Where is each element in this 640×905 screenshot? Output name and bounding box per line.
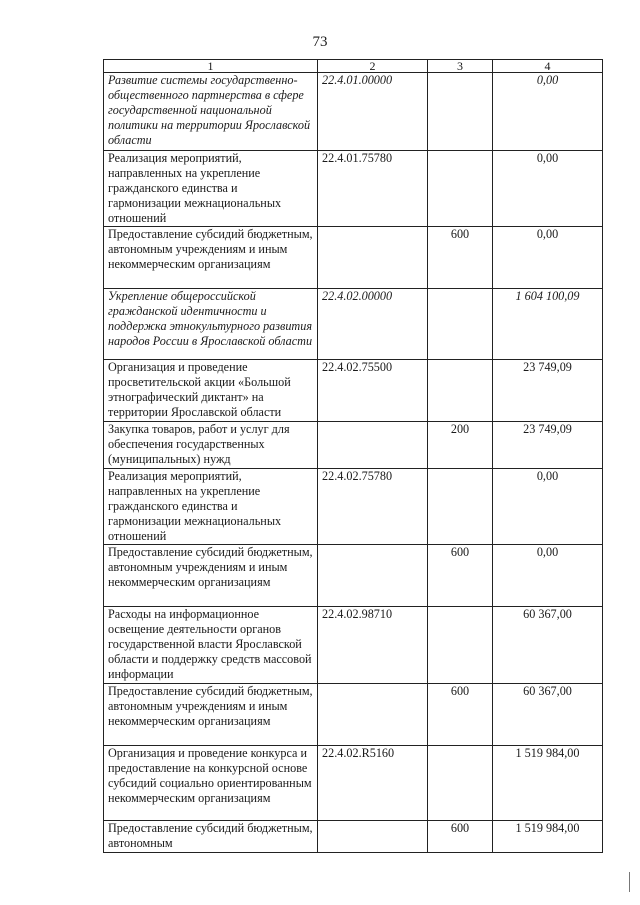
row-name: Укрепление общероссийской гражданской идентичности и поддержка этнокультурного развития народов России в Ярославской области	[104, 289, 318, 360]
row-code: 22.4.01.00000	[318, 73, 428, 151]
row-expense-type: 600	[428, 821, 493, 853]
row-code	[318, 227, 428, 289]
row-amount: 0,00	[493, 227, 603, 289]
budget-table	[103, 59, 603, 853]
row-name: Предоставление субсидий бюджетным, автономным учреждениям и иным некоммерческим организациям	[104, 684, 318, 746]
row-amount: 60 367,00	[493, 607, 603, 684]
page-number: 73	[312, 34, 328, 50]
table-row	[104, 151, 603, 227]
row-expense-type	[428, 73, 493, 151]
table-row	[104, 360, 603, 422]
row-name: Закупка товаров, работ и услуг для обеспечения государственных (муниципальных) нужд	[104, 422, 318, 469]
row-amount: 23 749,09	[493, 360, 603, 422]
row-name: Предоставление субсидий бюджетным, автономным учреждениям и иным некоммерческим организациям	[104, 545, 318, 607]
row-expense-type: 600	[428, 227, 493, 289]
row-amount: 0,00	[493, 73, 603, 151]
row-expense-type	[428, 746, 493, 821]
row-amount: 23 749,09	[493, 422, 603, 469]
row-code: 22.4.02.75500	[318, 360, 428, 422]
row-amount: 1 519 984,00	[493, 746, 603, 821]
row-amount: 0,00	[493, 151, 603, 227]
row-expense-type	[428, 469, 493, 545]
table-row	[104, 227, 603, 289]
header-cell-type: 3	[428, 60, 493, 73]
header-cell-code: 2	[318, 60, 428, 73]
row-name: Предоставление субсидий бюджетным, автономным	[104, 821, 318, 853]
row-code: 22.4.02.98710	[318, 607, 428, 684]
row-code: 22.4.02.00000	[318, 289, 428, 360]
row-code	[318, 422, 428, 469]
row-name: Развитие системы государственно-общественного партнерства в сфере государственной национальной политики на территории Ярославской области	[104, 73, 318, 151]
table-row	[104, 746, 603, 821]
row-amount: 0,00	[493, 545, 603, 607]
row-code	[318, 684, 428, 746]
row-amount: 60 367,00	[493, 684, 603, 746]
row-code: 22.4.01.75780	[318, 151, 428, 227]
row-expense-type	[428, 607, 493, 684]
row-amount: 0,00	[493, 469, 603, 545]
header-cell-name: 1	[104, 60, 318, 73]
row-expense-type: 600	[428, 684, 493, 746]
header-cell-amount: 4	[493, 60, 603, 73]
row-name: Предоставление субсидий бюджетным, автономным учреждениям и иным некоммерческим организациям	[104, 227, 318, 289]
row-expense-type	[428, 360, 493, 422]
table-row	[104, 821, 603, 853]
table-row	[104, 469, 603, 545]
row-expense-type	[428, 289, 493, 360]
row-code	[318, 821, 428, 853]
table-header-row	[104, 60, 603, 73]
table-row	[104, 607, 603, 684]
row-name: Реализация мероприятий, направленных на укрепление гражданского единства и гармонизации межнациональных отношений	[104, 469, 318, 545]
row-expense-type: 200	[428, 422, 493, 469]
row-code: 22.4.02.75780	[318, 469, 428, 545]
table-row	[104, 73, 603, 151]
row-expense-type	[428, 151, 493, 227]
row-amount: 1 519 984,00	[493, 821, 603, 853]
row-name: Организация и проведение просветительской акции «Большой этнографический диктант» на территории Ярославской области	[104, 360, 318, 422]
row-name: Реализация мероприятий, направленных на укрепление гражданского единства и гармонизации межнациональных отношений	[104, 151, 318, 227]
row-code	[318, 545, 428, 607]
row-expense-type: 600	[428, 545, 493, 607]
row-name: Расходы на информационное освещение деятельности органов государственной власти Ярославской области и поддержку средств массовой информации	[104, 607, 318, 684]
table-row	[104, 545, 603, 607]
row-amount: 1 604 100,09	[493, 289, 603, 360]
table-row	[104, 684, 603, 746]
table-row	[104, 422, 603, 469]
page-edge-mark	[629, 872, 630, 892]
row-name: Организация и проведение конкурса и предоставление на конкурсной основе субсидий социально ориентированным некоммерческим организациям	[104, 746, 318, 821]
row-code: 22.4.02.R5160	[318, 746, 428, 821]
table-row	[104, 289, 603, 360]
